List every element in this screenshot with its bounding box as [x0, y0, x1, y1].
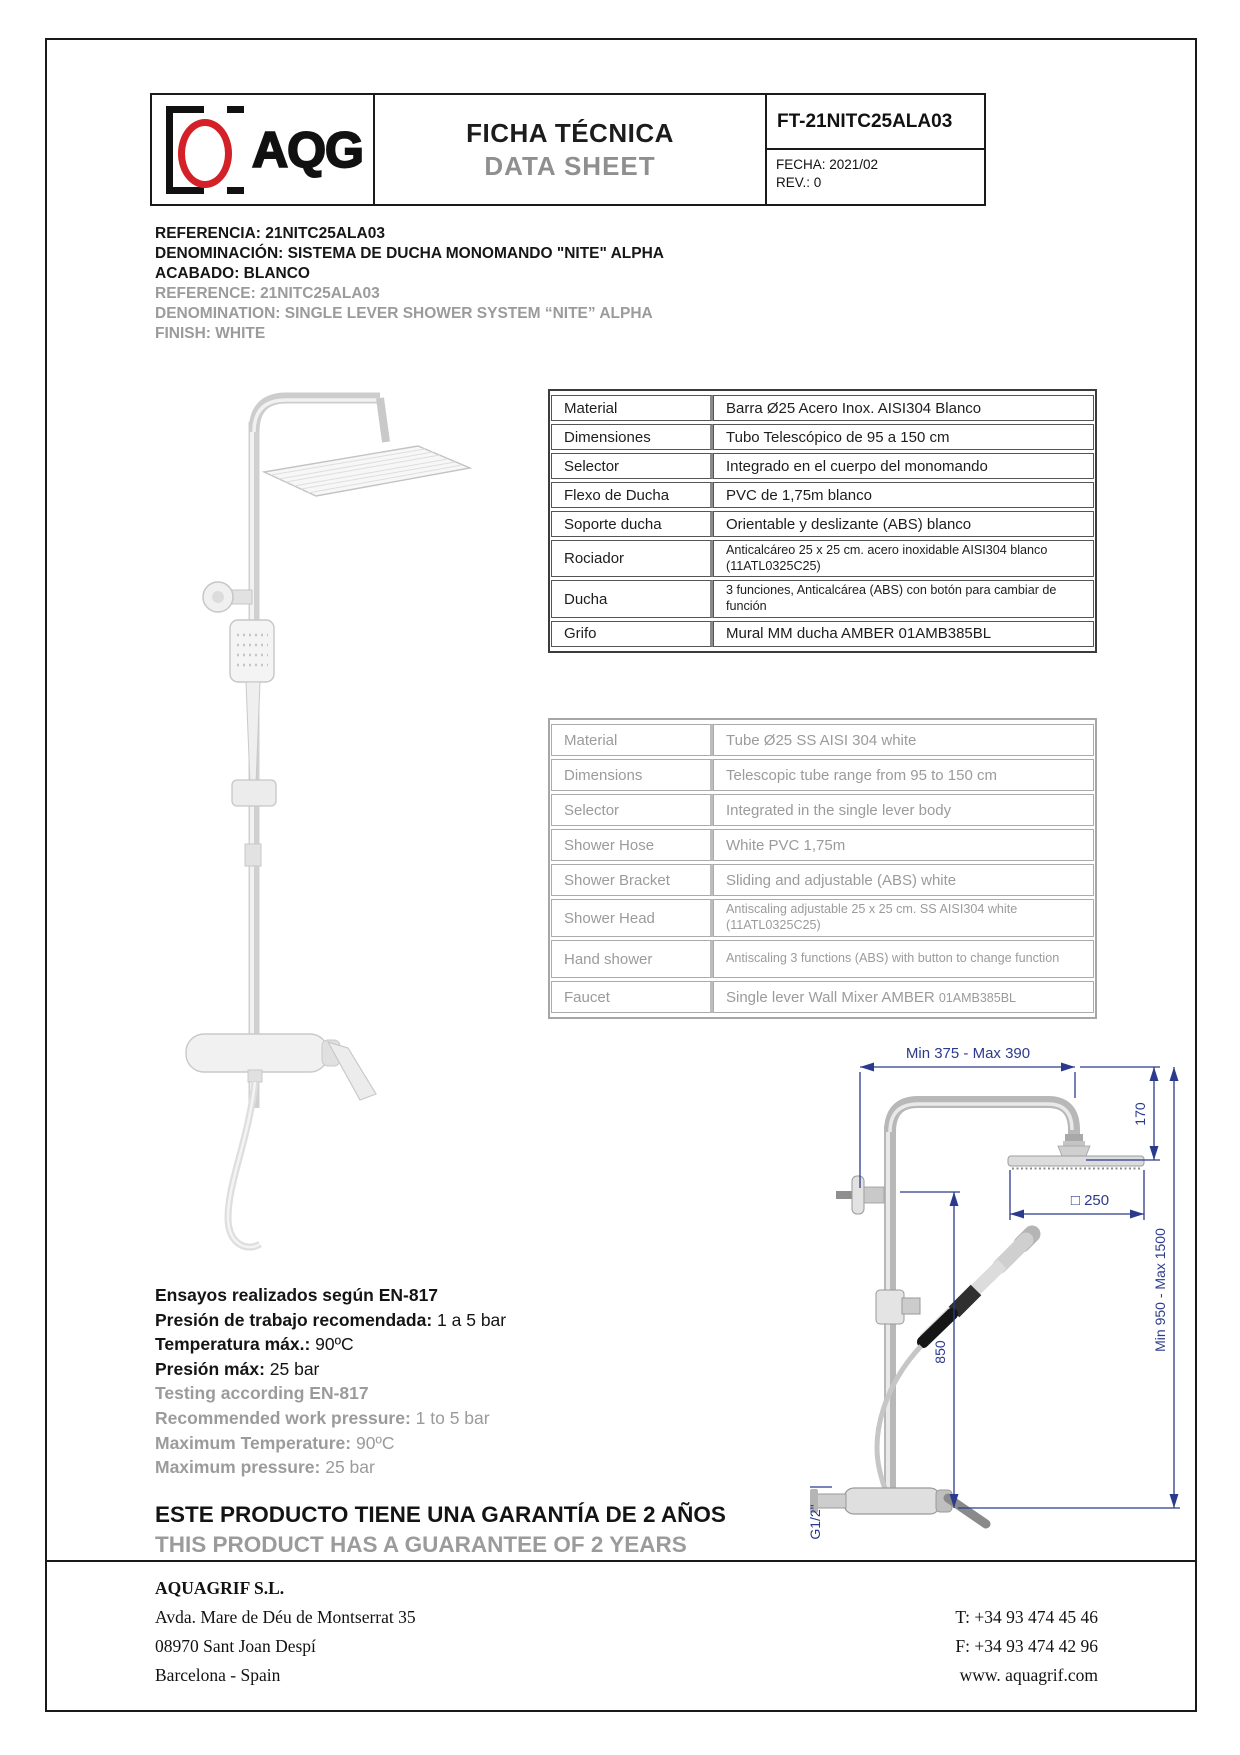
dim-connection-label: G1/2": [807, 1504, 823, 1540]
testing-line: Maximum Temperature: 90ºC: [155, 1432, 395, 1453]
phone-number: T: +34 93 474 45 46: [955, 1607, 1098, 1627]
spec-label: Shower Bracket: [551, 864, 713, 896]
spec-label: Grifo: [551, 621, 713, 647]
spec-value: Mural MM ducha AMBER 01AMB385BL: [713, 621, 1094, 647]
dim-width-label: Min 375 - Max 390: [905, 1045, 1031, 1062]
spec-value: Barra Ø25 Acero Inox. AISI304 Blanco: [713, 395, 1094, 421]
table-row: [551, 940, 1094, 978]
logo-text: AQG: [252, 121, 363, 178]
document-code: FT-21NITC25ALA03: [767, 95, 984, 150]
table-row: [551, 511, 1094, 537]
spec-label: Selector: [551, 453, 713, 479]
company-address-line: 08970 Sant Joan Despí: [155, 1636, 316, 1656]
table-row: [551, 981, 1094, 1013]
document-date: FECHA: 2021/02: [776, 157, 879, 172]
table-row: [551, 829, 1094, 861]
document-title-box: [373, 93, 767, 206]
testing-line: Ensayos realizados según EN-817: [155, 1285, 439, 1305]
denomination-es: DENOMINACIÓN: SISTEMA DE DUCHA MONOMANDO "NITE" ALPHA: [155, 245, 664, 262]
spec-table-es: [548, 389, 1097, 653]
spec-value: 3 funciones, Anticalcárea (ABS) con botón para cambiar de función: [713, 580, 1094, 617]
spec-label: Shower Hose: [551, 829, 713, 861]
testing-block: [155, 1283, 506, 1480]
company-info: [155, 1574, 416, 1690]
table-row: [551, 453, 1094, 479]
denomination-en: DENOMINATION: SINGLE LEVER SHOWER SYSTEM “NITE” ALPHA: [155, 305, 653, 322]
dim-height-label: Min 950 - Max 1500: [1152, 1228, 1168, 1352]
spec-label: Dimensions: [551, 759, 713, 791]
finish-es: ACABADO: BLANCO: [155, 265, 310, 282]
reference-en: REFERENCE: 21NITC25ALA03: [155, 285, 380, 302]
testing-line: Testing according EN-817: [155, 1383, 369, 1404]
logo-red-oval: [178, 119, 232, 188]
spec-label: Ducha: [551, 580, 713, 617]
spec-value: Integrado en el cuerpo del monomando: [713, 453, 1094, 479]
dim-bracket-label: 850: [932, 1340, 948, 1364]
spec-label: Faucet: [551, 981, 713, 1013]
spec-label: Hand shower: [551, 940, 713, 978]
footer-divider: [45, 1560, 1195, 1562]
spec-value: Anticalcáreo 25 x 25 cm. acero inoxidable AISI304 blanco (11ATL0325C25): [713, 540, 1094, 577]
spec-value: Tubo Telescópico de 95 a 150 cm: [713, 424, 1094, 450]
spec-value: Sliding and adjustable (ABS) white: [713, 864, 1094, 896]
spec-label: Flexo de Ducha: [551, 482, 713, 508]
document-meta: [767, 150, 984, 192]
spec-label: Shower Head: [551, 899, 713, 937]
spec-value: Antiscaling adjustable 25 x 25 cm. SS AISI304 white (11ATL0325C25): [713, 899, 1094, 937]
reference-block: [155, 224, 664, 344]
table-row: [551, 864, 1094, 896]
spec-label: Soporte ducha: [551, 511, 713, 537]
aqg-logo-icon: [166, 106, 244, 194]
table-row: [551, 759, 1094, 791]
table-row: [551, 724, 1094, 756]
table-row: [551, 621, 1094, 647]
company-name: AQUAGRIF S.L.: [155, 1578, 285, 1598]
finish-en: FINISH: WHITE: [155, 325, 266, 342]
table-row: [551, 794, 1094, 826]
spec-value: [713, 981, 1094, 1013]
company-contact: [955, 1603, 1098, 1690]
table-row: [551, 482, 1094, 508]
fax-number: F: +34 93 474 42 96: [955, 1636, 1098, 1656]
spec-value-text: Single lever Wall Mixer AMBER: [726, 988, 939, 1006]
testing-line: Presión de trabajo recomendada: 1 a 5 bar: [155, 1309, 507, 1330]
spec-value: Antiscaling 3 functions (ABS) with button to change function: [713, 940, 1094, 978]
document-code-box: [765, 93, 986, 206]
company-address-line: Barcelona - Spain: [155, 1665, 281, 1685]
spec-label: Dimensiones: [551, 424, 713, 450]
testing-line: Recommended work pressure: 1 to 5 bar: [155, 1407, 490, 1428]
website: www. aquagrif.com: [959, 1665, 1098, 1685]
table-row: [551, 540, 1094, 577]
table-row: [551, 899, 1094, 937]
document-title-es: FICHA TÉCNICA: [466, 117, 674, 148]
testing-line: Presión máx: 25 bar: [155, 1358, 320, 1379]
product-photo: [172, 352, 484, 1267]
spec-value: Orientable y deslizante (ABS) blanco: [713, 511, 1094, 537]
spec-label: Rociador: [551, 540, 713, 577]
warranty-en: THIS PRODUCT HAS A GUARANTEE OF 2 YEARS: [155, 1532, 687, 1557]
spec-label: Material: [551, 395, 713, 421]
dim-head-size-label: □ 250: [1070, 1192, 1110, 1209]
spec-label: Selector: [551, 794, 713, 826]
table-row: [551, 395, 1094, 421]
spec-value: Tube Ø25 SS AISI 304 white: [713, 724, 1094, 756]
warranty-block: [155, 1500, 726, 1560]
table-row: [551, 424, 1094, 450]
testing-line: Maximum pressure: 25 bar: [155, 1457, 375, 1478]
spec-value-code: 01AMB385BL: [938, 990, 1016, 1005]
warranty-es: ESTE PRODUCTO TIENE UNA GARANTÍA DE 2 AÑOS: [155, 1502, 726, 1527]
dimension-drawing: [718, 1040, 1192, 1545]
document-title-en: DATA SHEET: [484, 150, 656, 181]
reference-es: REFERENCIA: 21NITC25ALA03: [155, 225, 385, 242]
dim-head-offset-label: 170: [1132, 1102, 1148, 1126]
spec-label: Material: [551, 724, 713, 756]
spec-table-en: [548, 718, 1097, 1019]
testing-line: Temperatura máx.: 90ºC: [155, 1334, 354, 1355]
company-address-line: Avda. Mare de Déu de Montserrat 35: [155, 1607, 416, 1627]
spec-value: White PVC 1,75m: [713, 829, 1094, 861]
document-revision: REV.: 0: [776, 175, 822, 190]
spec-value: Telescopic tube range from 95 to 150 cm: [713, 759, 1094, 791]
logo-box: [150, 93, 375, 206]
spec-value: Integrated in the single lever body: [713, 794, 1094, 826]
spec-value: PVC de 1,75m blanco: [713, 482, 1094, 508]
table-row: [551, 580, 1094, 617]
